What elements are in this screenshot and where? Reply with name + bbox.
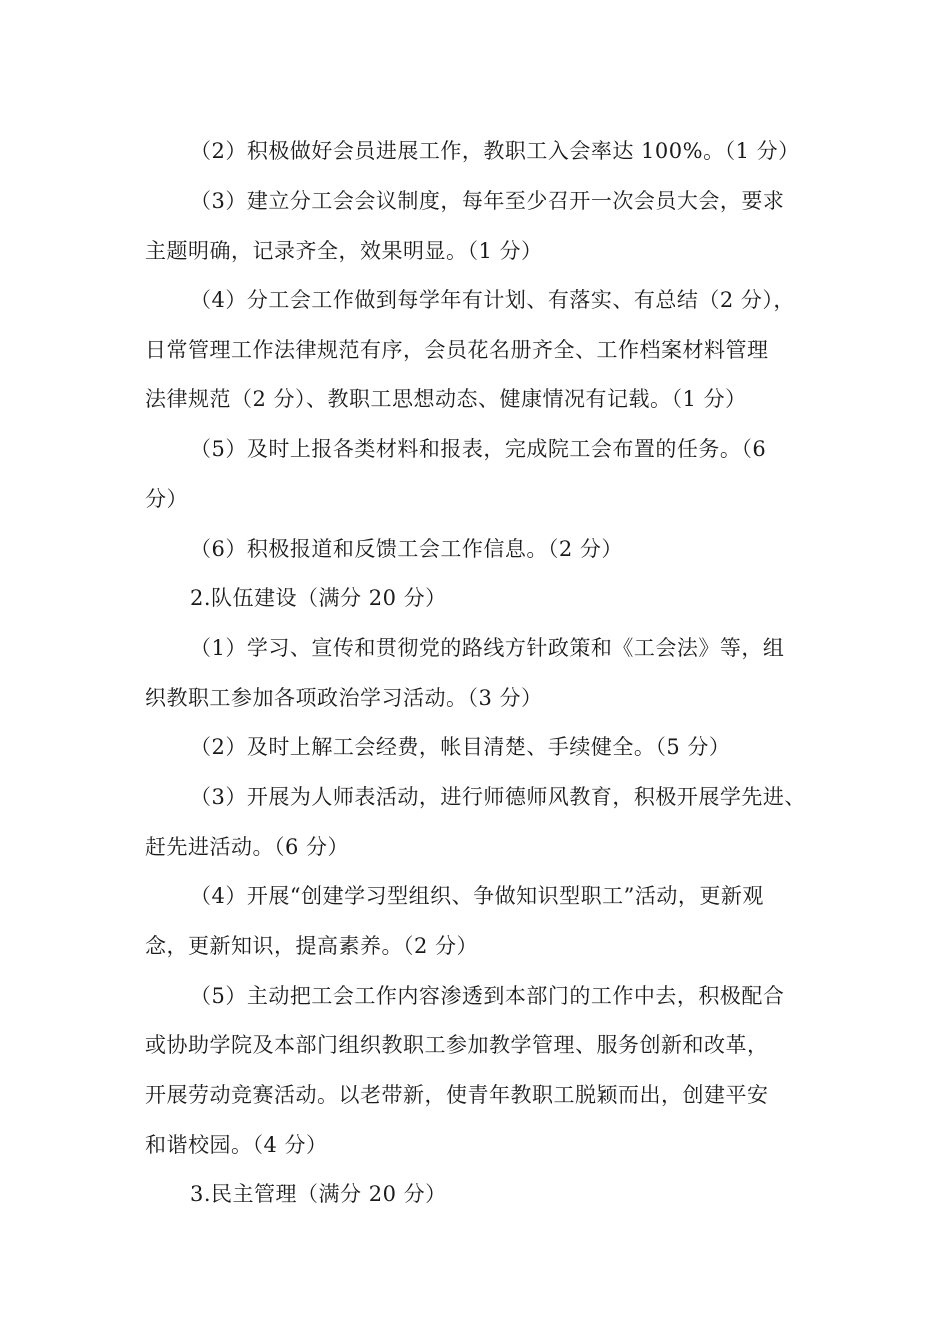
paragraph-line: 分） xyxy=(145,487,188,511)
paragraph-line: （3）建立分工会会议制度，每年至少召开一次会员大会，要求 xyxy=(190,189,785,213)
paragraph-line: （1）学习、宣传和贯彻党的路线方针政策和《工会法》等，组 xyxy=(190,636,785,660)
paragraph-line: （6）积极报道和反馈工会工作信息。（2 分） xyxy=(190,537,623,561)
paragraph-line: （2）积极做好会员进展工作，教职工入会率达 100%。（1 分） xyxy=(190,139,800,163)
paragraph-line: 织教职工参加各项政治学习活动。（3 分） xyxy=(145,686,543,710)
paragraph-line: 念，更新知识，提高素养。（2 分） xyxy=(145,934,479,958)
paragraph-line: 日常管理工作法律规范有序，会员花名册齐全、工作档案材料管理 xyxy=(145,338,769,362)
paragraph-line: 法律规范（2 分）、教职工思想动态、健康情况有记载。（1 分） xyxy=(145,387,747,411)
section-heading: 3.民主管理（满分 20 分） xyxy=(190,1182,447,1206)
paragraph-line: （3）开展为人师表活动，进行师德师风教育，积极开展学先进、 xyxy=(190,785,806,809)
paragraph-line: 和谐校园。（4 分） xyxy=(145,1133,328,1157)
paragraph-line: （4）开展“创建学习型组织、争做知识型职工”活动，更新观 xyxy=(190,884,764,908)
paragraph-line: 赶先进活动。（6 分） xyxy=(145,835,350,859)
paragraph-line: 开展劳动竞赛活动。以老带新，使青年教职工脱颖而出，创建平安 xyxy=(145,1083,769,1107)
section-heading: 2.队伍建设（满分 20 分） xyxy=(190,586,447,610)
paragraph-line: （5）及时上报各类材料和报表，完成院工会布置的任务。（6 xyxy=(190,437,767,461)
paragraph-line: （5）主动把工会工作内容渗透到本部门的工作中去，积极配合 xyxy=(190,984,785,1008)
paragraph-line: 或协助学院及本部门组织教职工参加教学管理、服务创新和改革， xyxy=(145,1033,769,1057)
paragraph-line: 主题明确，记录齐全，效果明显。（1 分） xyxy=(145,239,543,263)
paragraph-line: （2）及时上解工会经费，帐目清楚、手续健全。（5 分） xyxy=(190,735,731,759)
paragraph-line: （4）分工会工作做到每学年有计划、有落实、有总结（2 分）， xyxy=(190,288,795,312)
